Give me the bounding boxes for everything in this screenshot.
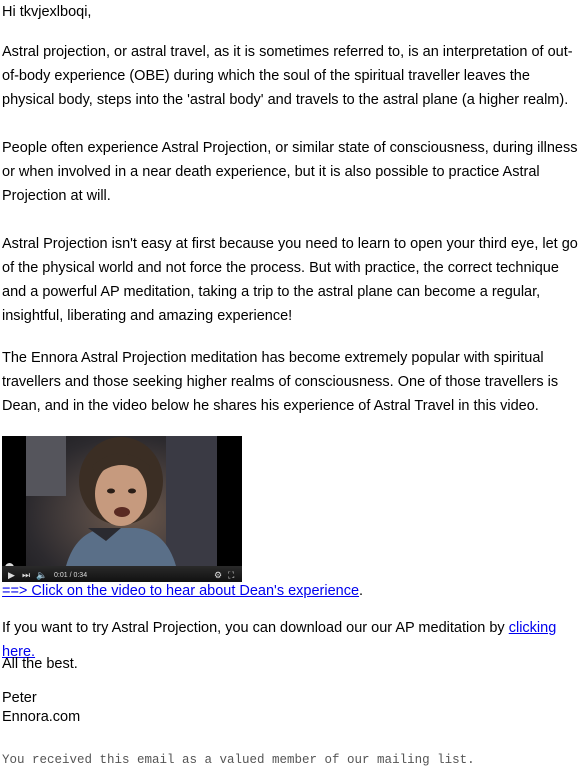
download-text: If you want to try Astral Projection, you can download our our AP meditation by [2, 620, 509, 636]
volume-icon[interactable]: 🔈 [36, 570, 48, 580]
signature-name: Peter [2, 690, 37, 706]
download-link[interactable]: clicking here. [2, 620, 557, 660]
video-link[interactable]: ==> Click on the video to hear about Dean's experience [2, 583, 360, 599]
next-icon[interactable]: ⏭ [22, 570, 31, 580]
video-link-line [2, 579, 578, 603]
play-icon[interactable]: ▶ [8, 570, 15, 580]
person-image [26, 436, 217, 566]
video-time: 0:01 / 0:34 [54, 572, 88, 579]
video-player[interactable] [2, 436, 242, 582]
paragraph-intro: Astral projection, or astral travel, as it is sometimes referred to, is an interpretation of out-of-body experience (OBE) during which the soul of the spiritual traveller leaves the physical body, steps into the 'astral body' and travels to the astral plane (a higher realm). [2, 44, 573, 108]
settings-icon[interactable]: ⚙ [214, 570, 223, 580]
closing: All the best. [2, 656, 78, 672]
signature-site: Ennora.com [2, 709, 81, 725]
fullscreen-icon[interactable]: ⛶ [228, 570, 235, 580]
paragraph-difficulty: Astral Projection isn't easy at first because you need to learn to open your third eye, let go of the physical world and not force the process. But with practice, the correct technique and a powerful AP meditation, taking a trip to the astral plane can become a regular, insightful, liberating and amazing experience! [2, 236, 578, 324]
video-link-suffix: . [359, 583, 364, 599]
footer-note: You received this email as a valued member of our mailing list. [2, 753, 475, 767]
paragraph-meditation: The Ennora Astral Projection meditation has become extremely popular with spiritual travellers and those seeking higher realms of consciousness. One of those travellers is Dean, and in the video below he shares his experience of Astral Travel in this video. [2, 350, 559, 414]
greeting: Hi tkvjexlboqi, [2, 4, 92, 20]
video-thumbnail[interactable] [26, 436, 217, 566]
paragraph-experience: People often experience Astral Projection, or similar state of consciousness, during illness or when involved in a near death experience, but it is also possible to practice Astral Projection at will. [2, 140, 578, 204]
